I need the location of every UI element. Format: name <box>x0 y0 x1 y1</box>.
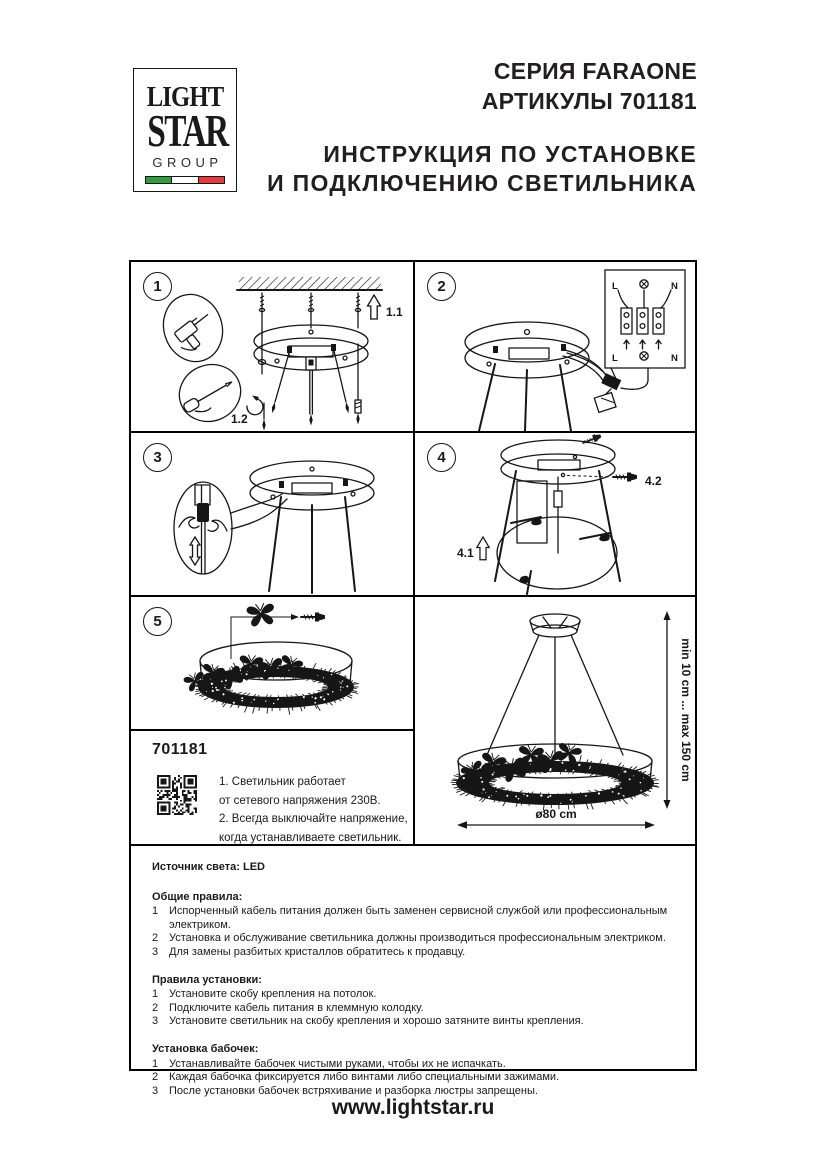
terminal-bottom-n: N <box>671 353 678 364</box>
rule-item <box>152 1071 677 1085</box>
arrow-4-1 <box>477 537 489 560</box>
ceiling-canopy <box>530 614 580 628</box>
rule-number: 3 <box>152 1015 159 1028</box>
ceiling-hatch <box>239 277 381 290</box>
light-source-line: Источник света: LED <box>152 861 265 873</box>
butterfly-screw <box>301 613 325 622</box>
callout-1-2: 1.2 <box>231 412 248 426</box>
doc-title-line1: ИНСТРУКЦИЯ ПО УСТАНОВКЕ <box>323 141 697 167</box>
articles-title: АРТИКУЛЫ 701181 <box>481 88 697 114</box>
italian-flag-bar <box>145 176 225 184</box>
product-info-panel <box>131 731 413 844</box>
rule-number: 1 <box>152 988 159 1001</box>
dimensions-panel <box>415 597 695 844</box>
step-2-badge: 2 <box>427 272 456 301</box>
callout-line <box>231 617 291 659</box>
callout-4-2: 4.2 <box>645 474 662 488</box>
cable-grip-detail-oval <box>174 482 232 574</box>
rule-text: Испорченный кабель питания должен быть заменен сервисной службой или профессиональным электриком. <box>169 905 668 931</box>
rule-item <box>152 1002 677 1016</box>
note-line: от сетевого напряжения 230В. <box>219 794 381 807</box>
rule-item <box>152 905 677 932</box>
diameter-label: ø80 cm <box>535 807 577 821</box>
terminal-block-detail <box>605 270 685 379</box>
step-1-panel <box>131 262 413 431</box>
note-line: 1. Светильник работает <box>219 776 346 788</box>
section-heading: Установка бабочек: <box>152 1042 259 1055</box>
height-range-label: min 10 cm ... max 150 cm <box>679 638 693 782</box>
rules-box <box>129 844 697 1097</box>
rule-text: Устанавливайте бабочек чистыми руками, чтобы их не испачкать. <box>169 1057 506 1070</box>
qr-code <box>153 771 201 819</box>
diagram-grid <box>129 260 697 846</box>
rule-item <box>152 988 677 1002</box>
step-4-badge: 4 <box>427 443 456 472</box>
drill-icon <box>172 310 220 356</box>
step-5-illustration <box>131 597 413 729</box>
rule-number: 1 <box>152 905 159 918</box>
step-2-illustration <box>415 262 695 431</box>
doc-title-line2: И ПОДКЛЮЧЕНИЮ СВЕТИЛЬНИКА <box>267 170 697 196</box>
callout-4-1: 4.1 <box>457 546 474 560</box>
step-3-panel <box>131 433 413 595</box>
step-3-illustration <box>131 433 413 595</box>
rule-item <box>152 946 677 960</box>
rule-item <box>152 932 677 946</box>
flag-white-segment <box>171 177 198 183</box>
flag-green-segment <box>146 177 171 183</box>
rule-text: Для замены разбитых кристаллов обратитесь к продавцу. <box>169 945 466 958</box>
rule-number: 2 <box>152 1071 159 1084</box>
rule-number: 3 <box>152 1084 159 1097</box>
section-heading: Правила установки: <box>152 973 262 986</box>
rule-text: Каждая бабочка фиксируется либо винтами либо специальными зажимами. <box>169 1071 560 1084</box>
flag-red-segment <box>199 177 224 183</box>
section-install-rules <box>152 974 677 1029</box>
cable-grip-icon <box>179 485 227 573</box>
website-url: www.lightstar.ru <box>331 1096 495 1119</box>
rule-text: Подключите кабель питания в клеммную колодку. <box>169 1001 424 1014</box>
rule-text: Установка и обслуживание светильника должны производиться профессиональным электриком. <box>169 932 666 945</box>
article-number: 701181 <box>152 741 208 758</box>
section-butterflies <box>152 1043 677 1098</box>
rotate-arrow <box>247 399 263 415</box>
rule-text: Установите светильник на скобу крепления и хорошо затяните винты крепления. <box>169 1015 584 1028</box>
rule-text: Установите скобу крепления на потолок. <box>169 988 377 1001</box>
butterfly-icon <box>246 602 276 628</box>
step-5-badge: 5 <box>143 607 172 636</box>
section-heading: Общие правила: <box>152 890 243 903</box>
side-screw <box>613 473 637 482</box>
section-general-rules <box>152 891 677 960</box>
step-4-illustration <box>415 433 695 595</box>
terminal-top-n: N <box>671 281 678 292</box>
step-1-illustration <box>131 262 413 431</box>
note-line: когда устанавливаете светильник. <box>219 831 402 844</box>
detail-frame <box>517 481 547 543</box>
rule-text: После установки бабочек встряхивание и разборка люстры запрещены. <box>169 1084 538 1097</box>
logo-word-group: GROUP <box>152 155 223 170</box>
adjust-arrow <box>190 537 200 565</box>
diameter-dimension <box>457 807 655 829</box>
safety-notes <box>219 773 408 844</box>
callout-1-1: 1.1 <box>386 305 403 319</box>
note-line: 2. Всегда выключайте напряжение, <box>219 813 408 825</box>
drill-detail-oval <box>155 287 231 370</box>
rule-number: 2 <box>152 1001 159 1014</box>
step-2-panel <box>415 262 695 431</box>
step-5-panel <box>131 597 413 729</box>
rule-number: 1 <box>152 1057 159 1070</box>
header <box>267 56 697 198</box>
logo-word-star: STAR <box>147 106 228 156</box>
rule-item <box>152 1015 677 1029</box>
rule-number: 3 <box>152 945 159 958</box>
height-dimension <box>664 611 694 809</box>
logo-word-light: LIGHT <box>146 81 224 113</box>
rule-item <box>152 1058 677 1072</box>
terminal-bottom-l: L <box>612 353 618 364</box>
lightstar-logo <box>133 68 237 192</box>
arrow-1-1 <box>368 295 381 319</box>
step-3-badge: 3 <box>143 443 172 472</box>
chandelier-dimensions-illustration <box>415 597 695 844</box>
series-title: СЕРИЯ FARAONE <box>493 58 697 84</box>
rule-number: 2 <box>152 932 159 945</box>
step-1-badge: 1 <box>143 272 172 301</box>
step-4-panel <box>415 433 695 595</box>
terminal-top-l: L <box>612 281 618 292</box>
